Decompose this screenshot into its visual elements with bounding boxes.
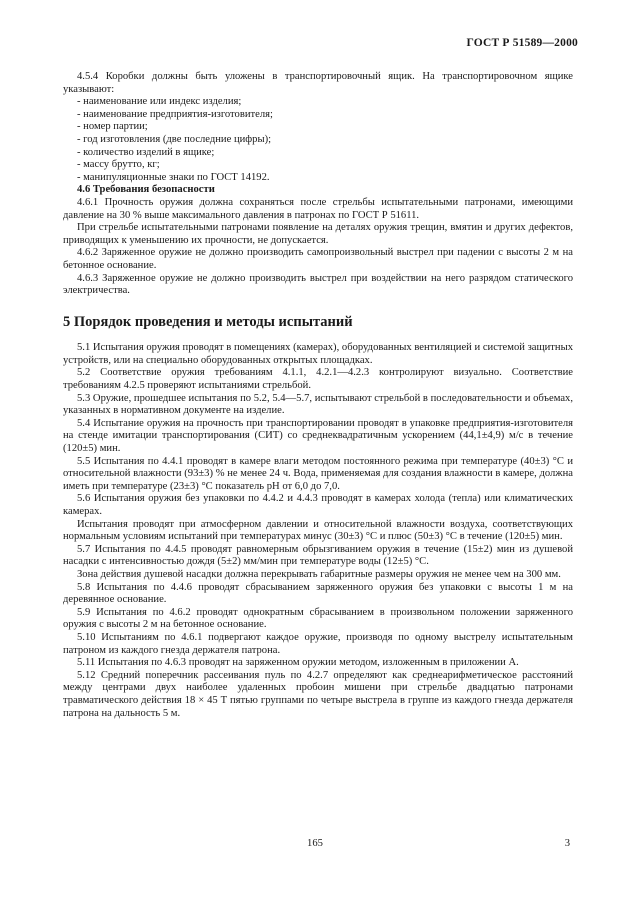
paragraph: 5.1 Испытания оружия проводят в помещениях (камерах), оборудованных вентиляцией и системой защитных устройств, или на специально оборудованных открытых площадках. — [63, 342, 573, 366]
paragraph: 4.6.1 Прочность оружия должна сохраняться после стрельбы испытательными патронами, имеющими давление на 30 % выше максимального давления в патронах по ГОСТ Р 51611. — [63, 196, 573, 221]
paragraph: 5.8 Испытания по 4.4.6 проводят сбрасыванием заряженного оружия без упаковки с высоты 1 м на деревянное основание. — [63, 581, 573, 606]
paragraph: 4.6.3 Заряженное оружие не должно производить выстрел при воздействии на него разрядом статического электричества. — [63, 272, 573, 297]
subsection-heading: 4.6 Требования безопасности — [77, 184, 215, 196]
list-item: - количество изделий в ящике; — [77, 146, 215, 158]
list-item: - наименование или индекс изделия; — [77, 96, 242, 108]
paragraph: 5.12 Средний поперечник рассеивания пуль по 4.2.7 определяют как среднеарифметическое расстояний между центрами двух наиболее удаленных пробоин мишени при стрельбе двадцатью патронами травматического действия 18 × 45 Т пятью группами по четыре выстрела в группе из каждого гнезда держателя патрона на дальность 5 м. — [63, 669, 573, 719]
list-item: - номер партии; — [77, 121, 148, 133]
paragraph: При стрельбе испытательными патронами появление на деталях оружия трещин, вмятин и других дефектов, приводящих к уменьшению их прочности, не допускается. — [63, 222, 573, 246]
paragraph: 5.11 Испытания по 4.6.3 проводят на заряженном оружии методом, изложенным в приложении А. — [77, 657, 519, 669]
paragraph: 4.6.2 Заряженное оружие не должно производить самопроизвольный выстрел при падении с высоты 2 м на бетонное основание. — [63, 247, 573, 271]
list-item: - манипуляционные знаки по ГОСТ 14192. — [77, 171, 270, 183]
paragraph: Зона действия душевой насадки должна перекрывать габаритные размеры оружия не менее чем на 300 мм. — [77, 568, 561, 580]
list-item: - массу брутто, кг; — [77, 159, 160, 171]
paragraph: 5.3 Оружие, прошедшее испытания по 5.2, 5.4—5.7, испытывают стрельбой в последовательности и объемах, указанных в нормативном документе на изделие. — [63, 392, 573, 417]
paragraph: 5.6 Испытания оружия без упаковки по 4.4.2 и 4.4.3 проводят в камерах холода (тепла) или климатических камерах. — [63, 493, 573, 517]
page-number: 165 — [307, 838, 323, 849]
paragraph: 5.9 Испытания по 4.6.2 проводят однократным сбрасыванием в произвольном положении заряженного оружия с высоты 2 м на бетонное основание. — [63, 606, 573, 631]
paragraph: 5.10 Испытаниям по 4.6.1 подвергают каждое оружие, производя по одному выстрелу испытательным патроном из каждого гнезда держателя патрона. — [63, 631, 573, 656]
paragraph: 5.2 Соответствие оружия требованиям 4.1.1, 4.2.1—4.2.3 контролируют визуально. Соответствие требованиям 4.2.5 проверяют испытаниями стрельбой. — [63, 367, 573, 392]
paragraph: 4.5.4 Коробки должны быть уложены в транспортировочный ящик. На транспортировочном ящике указывают: — [63, 71, 573, 95]
paragraph: 5.7 Испытания по 4.4.5 проводят равномерным обрызгиванием оружия в течение (15±2) мин из душевой насадки с интенсивностью дождя (5±2) мм/мин при температуре воды (12±5) °С. — [63, 543, 573, 568]
sheet-number: 3 — [564, 838, 570, 849]
paragraph: Испытания проводят при атмосферном давлении и относительной влажности воздуха, соответствующих нормальным условиям испытаний при температурах минус (30±3) °С и плюс (50±3) °С в течение (120±5) мин. — [63, 518, 573, 543]
document-body — [63, 71, 573, 720]
section-heading: 5 Порядок проведения и методы испытаний — [63, 313, 353, 330]
paragraph: 5.4 Испытание оружия на прочность при транспортировании проводят в упаковке предприятия-изготовителя на стенде имитации транспортирования (СИТ) со среднеквадратичным ускорением (44,1±4,9) м/с в течение (120±5) мин. — [63, 417, 573, 455]
list-item: - год изготовления (две последние цифры); — [77, 133, 272, 145]
list-item: - наименование предприятия-изготовителя; — [77, 108, 273, 120]
paragraph: 5.5 Испытания по 4.4.1 проводят в камере влаги методом постоянного режима при температуре (40±3) °С и относительной влажности (93±3) % не менее 24 ч. Вода, применяемая для создания влажности в камере, должна иметь при температуре (23±3) °С показатель рН от 6,0 до 7,0. — [63, 455, 573, 492]
document-header: ГОСТ Р 51589—2000 — [466, 37, 578, 49]
